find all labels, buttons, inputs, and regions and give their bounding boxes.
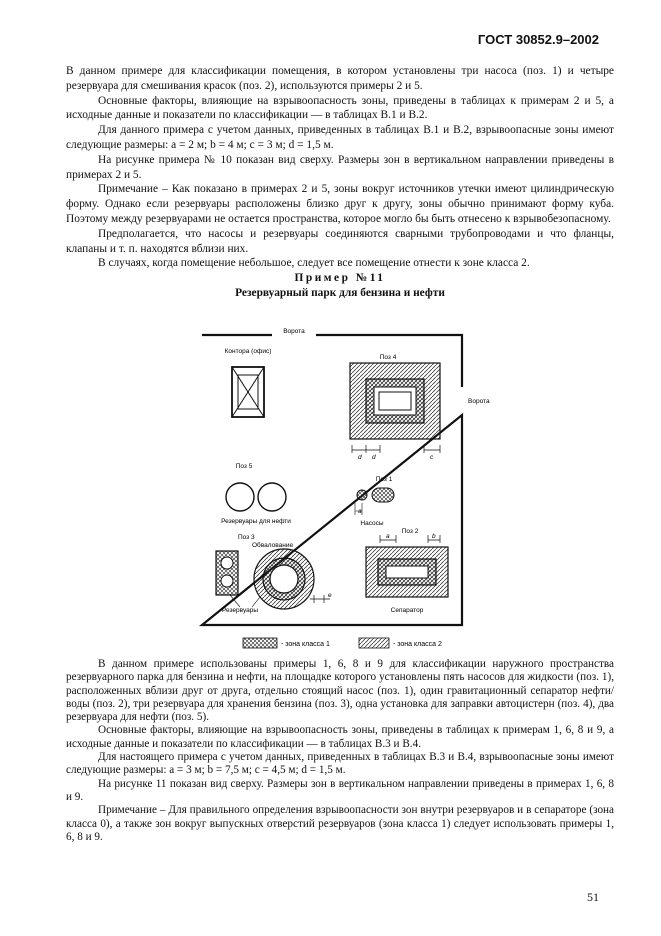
legend-zone2-label: - зона класса 2 bbox=[393, 641, 442, 648]
paragraph: На рисунке 11 показан вид сверху. Размеры зон в вертикальном направлении приведены в примерах 1, 6, 8 и 9. bbox=[66, 777, 614, 803]
paragraph: Для данного примера с учетом данных, приведенных в таблицах В.1 и В.2, взрывоопасные зоны имеют следующие размеры: a = 2 м; b = 4 м; c = 3 м; d = 1,5 м. bbox=[66, 124, 614, 151]
text-block-top bbox=[66, 64, 614, 301]
gate-right-label: Ворота bbox=[468, 398, 490, 405]
dim-a2: a bbox=[386, 533, 390, 540]
paragraph: Для настоящего примера с учетом данных, приведенных в таблицах В.3 и В.4, взрывоопасные зоны имеют следующие размеры: a = 3 м; b = 7,5 м; c = 4,5 м; d = 1,5 м. bbox=[66, 751, 614, 777]
paragraph: Предполагается, что насосы и резервуары соединяются сварными трубопроводами и что фланцы, клапаны и т. п. находятся вблизи них. bbox=[66, 227, 614, 255]
site-plan-figure bbox=[200, 328, 490, 629]
pos4-label: Поз 4 bbox=[379, 354, 397, 361]
legend-zone2-swatch bbox=[359, 638, 389, 648]
paragraph: В данном примере использованы примеры 1, 6, 8 и 9 для классификации наружного пространства резервуарного парка для бензина и нефти, на площадке которого установлены пять насосов для жидкости (поз. 1), расположенных вблизи друг от друга, отдельно стоящий насос (поз. 1), один гравитационный сепаратор нефти/воды (поз. 2), три резервуара для хранения бензина (поз. 3), одна установка для заправки автоцистерн (поз. 4), два резервуара для нефти (поз. 5). bbox=[66, 658, 614, 724]
document-code: ГОСТ 30852.9–2002 bbox=[477, 32, 599, 47]
pos3-label: Поз 3 bbox=[238, 534, 255, 541]
dim-d1: d bbox=[358, 454, 362, 461]
paragraph: Основные факторы, влияющие на взрывоопасность зоны, приведены в таблицах к примерам 2 и 5, а исходные данные и показатели по классификации — в таблицах В.1 и В.2. bbox=[66, 94, 614, 122]
separator-label: Сепаратор bbox=[390, 607, 424, 614]
gasoline-tank bbox=[270, 565, 298, 593]
dim-e: e bbox=[328, 592, 332, 599]
paragraph: Основные факторы, влияющие на взрывоопасность зоны, приведены в таблицах к примерам 1, 6, 8 и 9, а исходные данные и показатели по классификации — в таблицах В.3 и В.4. bbox=[66, 724, 614, 750]
note-paragraph: Примечание – Как показано в примерах 2 и 5, зоны вокруг источников утечки имеют цилиндрическую форму. Однако если резервуары расположены близко друг к другу, зоны обычно принимают форму куба. Поэтому между резервуарами не остается пространства, которое могло бы быть отнесено к взрывобезопасному. bbox=[66, 183, 614, 225]
pos5-label: Поз 5 bbox=[235, 463, 253, 470]
tanks-label: Резервуары bbox=[221, 607, 259, 614]
example-subtitle: Резервуарный парк для бензина и нефти bbox=[235, 286, 445, 299]
dim-a1: a bbox=[358, 508, 362, 515]
page-number: 51 bbox=[587, 890, 599, 904]
text-block-bottom bbox=[66, 658, 614, 844]
separator bbox=[386, 566, 428, 578]
figure-legend bbox=[233, 635, 473, 651]
dim-c: c bbox=[430, 454, 434, 461]
dim-d2: d bbox=[372, 454, 376, 461]
pump-group bbox=[372, 488, 394, 502]
pos1-label: Поз 1 bbox=[375, 476, 393, 483]
paragraph: В данном примере для классификации помещения, в котором установлены три насоса (поз. 1) и четыре резервуара для смешивания красок (поз. 2), используются примеры 2 и 5. bbox=[66, 65, 614, 92]
dim-b: b bbox=[432, 533, 436, 540]
legend-zone1-label: - зона класса 1 bbox=[281, 641, 330, 648]
paragraph: На рисунке примера № 10 показан вид сверху. Размеры зон в вертикальном направлении приведены в примерах 2 и 5. bbox=[66, 153, 614, 181]
note-paragraph: Примечание – Для правильного определения взрывоопасности зон внутри резервуаров и в сепараторе (зона класса 0), а также зон вокруг выпускных отверстий резервуаров (зона класса 1) следует использовать примеры 1, 6, 8 и 9. bbox=[66, 804, 614, 843]
office-label: Контора (офис) bbox=[224, 348, 272, 355]
oil-tank-2 bbox=[258, 483, 286, 511]
gate-top-label: Ворота bbox=[283, 328, 305, 335]
pos2-label: Поз 2 bbox=[401, 528, 419, 535]
single-pump bbox=[357, 490, 367, 500]
legend-zone1-swatch bbox=[243, 638, 277, 648]
pumps-label: Насосы bbox=[360, 520, 384, 527]
paragraph: В случаях, когда помещение небольшое, следует все помещение отнести к зоне класса 2. bbox=[98, 257, 530, 270]
oil-tank-1 bbox=[226, 483, 254, 511]
oil-tanks-label: Резервуары для нефти bbox=[221, 518, 291, 525]
embankment-label: Обвалование bbox=[252, 542, 294, 549]
example-title: Пример №11 bbox=[294, 272, 386, 285]
